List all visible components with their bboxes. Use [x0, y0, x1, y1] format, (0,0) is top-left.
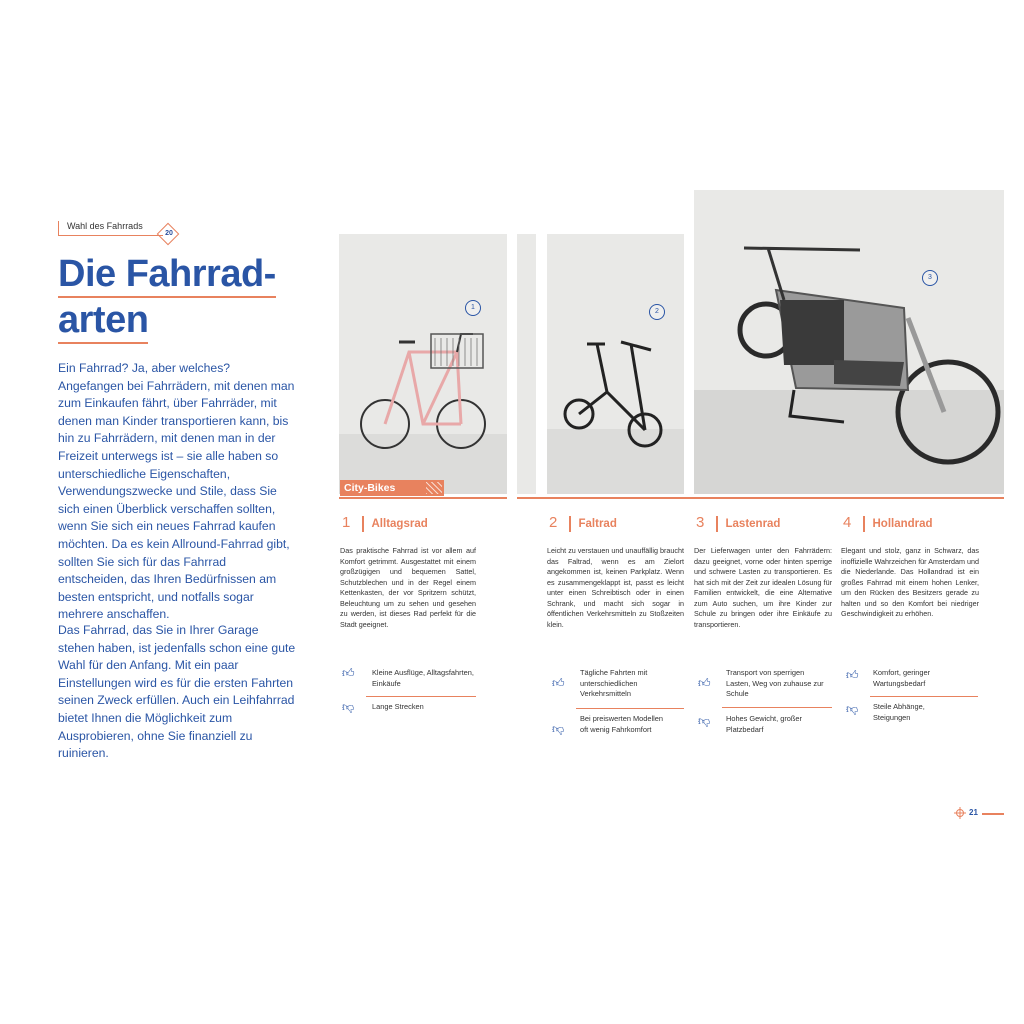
folding-bike-illustration	[547, 234, 684, 494]
cargo-bike-illustration	[694, 190, 1004, 494]
thumbs-up-icon: 👍︎	[342, 666, 355, 680]
con-item-3: 👎︎ Hohes Gewicht, großer Platzbedarf	[698, 714, 802, 734]
con-item-4: 👎︎ Steile Abhänge, Steigungen	[846, 702, 925, 722]
photo-cargo-bike	[694, 190, 1004, 494]
column-heading-2: 2 Faltrad	[549, 514, 617, 531]
pro-item-4: 👍︎ Komfort, geringer Wartungsbedarf	[846, 668, 931, 688]
title-line-1: Die Fahrrad-	[58, 252, 276, 298]
title-line-2: arten	[58, 298, 148, 344]
pro-item-3: 👍︎ Transport von sperrigen Lasten, Weg von zuhause zur Schule	[698, 668, 824, 698]
crosshair-icon	[954, 806, 966, 818]
thumbs-down-icon: 👎︎	[698, 714, 711, 728]
divider-1	[339, 497, 507, 499]
pro-item-1: 👍︎ Kleine Ausflüge, Alltagsfahrten, Einkäufe	[342, 666, 474, 688]
city-bike-illustration	[339, 234, 507, 494]
photo-strip	[517, 234, 536, 494]
thumbs-down-icon: 👎︎	[552, 722, 565, 736]
column-text-3: Der Lieferwagen unter den Fahrrädern: dazu geeignet, vorne oder hinten sperrige und schwere Lasten zu transportieren. Es hat sich mit der Zeit zur idealen Lösung für Familien entwickelt, die eine Alternative zum Auto suchen, um ihre Kinder zur Schule zu bringen oder ihre Einkäufe zu transportieren.	[694, 546, 832, 629]
section-tag: Wahl des Fahrrads	[58, 221, 163, 236]
thumbs-up-icon: 👍︎	[698, 676, 711, 690]
thumbs-down-icon: 👎︎	[846, 702, 859, 716]
page-number-left: 20	[165, 230, 173, 237]
photo-marker-2: 2	[649, 304, 665, 320]
thumbs-up-icon: 👍︎	[846, 668, 859, 682]
intro-paragraph-1: Ein Fahrrad? Ja, aber welches? Angefangen bei Fahrrädern, mit denen man zum Einkaufen fährt, über Fahrräder, mit denen man Kinder transportieren kann, bis hin zu Fahrrädern, mit denen man in der Freizeit unterwegs ist – sie alle haben so unterschiedliche Eigenschaften, Verwendungszwecke und Stile, dass Sie sich einen Überblick verschaffen sollten, wenn Sie sich ein neues Fahrrad kaufen möchten. Da es kein Allround-Fahrrad gibt, sollten Sie sich für das Fahrrad entscheiden, das Ihren Bedürfnissen am besten entspricht, und notfalls sogar mehrere anschaffen.	[58, 361, 295, 622]
photo-city-bike	[339, 234, 507, 494]
column-text-1: Das praktische Fahrrad ist vor allem auf Komfort getrimmt. Ausgestattet mit einem großzügigen und bequemen Sattel, Schutzblechen und in der Regel einem Kettenkasten, der vor Spritzern schützt, Beleuchtung um zu sehen und gesehen zu werden, ist dieses Rad perfekt für die Stadt geeignet.	[340, 546, 476, 629]
pro-con-divider-3	[722, 707, 832, 708]
photo-marker-3: 3	[922, 270, 938, 286]
intro-paragraph-2: Das Fahrrad, das Sie in Ihrer Garage stehen haben, ist jedenfalls schon eine gute Wahl für den Anfang. Mit ein paar Einstellungen wird es für die ersten Fahrten seinen Zweck erfüllen. Auch ein Leihfahrrad bietet Ihnen die Möglichkeit zum Ausprobieren, ohne Sie finanziell zu ruinieren.	[58, 623, 296, 761]
page-number-badge	[160, 226, 180, 246]
pro-item-2: 👍︎ Tägliche Fahrten mit unterschiedlichen Verkehrsmitteln	[552, 668, 648, 698]
column-heading-1: 1 Alltagsrad	[342, 514, 428, 531]
thumbs-up-icon: 👍︎	[552, 676, 565, 690]
hatch-pattern	[426, 482, 442, 494]
page-title	[58, 252, 308, 344]
column-text-2: Leicht zu verstauen und unauffällig braucht das Faltrad, wenn es am Zielort angekommen ist, keinen Parkplatz. Wenn es zusammengeklappt ist, passt es leicht unter einen Schreibtisch oder in einen Schrank, und macht sich sogar in öffentlichen Verkehrsmitteln zu Stoßzeiten klein.	[547, 546, 684, 629]
column-text-4: Elegant und stolz, ganz in Schwarz, das inoffizielle Wahrzeichen für Amsterdam und die Niederlande. Das Hollandrad ist ein großes Fahrrad mit einem hohen Lenker, um den Rücken des Besitzers gerade zu halten und so den Komfort bei niedriger Geschwindigkeit zu erhöhen.	[841, 546, 979, 618]
page-number-right: 21	[969, 808, 978, 817]
pro-con-divider-1	[366, 696, 476, 697]
con-item-1: 👎︎ Lange Strecken	[342, 700, 424, 714]
column-heading-3: 3 Lastenrad	[696, 514, 781, 531]
column-heading-4: 4 Hollandrad	[843, 514, 933, 531]
thumbs-down-icon: 👎︎	[342, 700, 355, 714]
pro-con-divider-4	[870, 696, 978, 697]
pro-con-divider-2	[576, 708, 684, 709]
photo-marker-1: 1	[465, 300, 481, 316]
divider-2	[517, 497, 1004, 499]
con-item-2: 👎︎ Bei preiswerten Modellen oft wenig Fahrkomfort	[552, 714, 663, 736]
city-bikes-tag: City-Bikes	[340, 480, 444, 496]
photo-folding-bike	[547, 234, 684, 494]
folio-rule	[982, 813, 1004, 815]
